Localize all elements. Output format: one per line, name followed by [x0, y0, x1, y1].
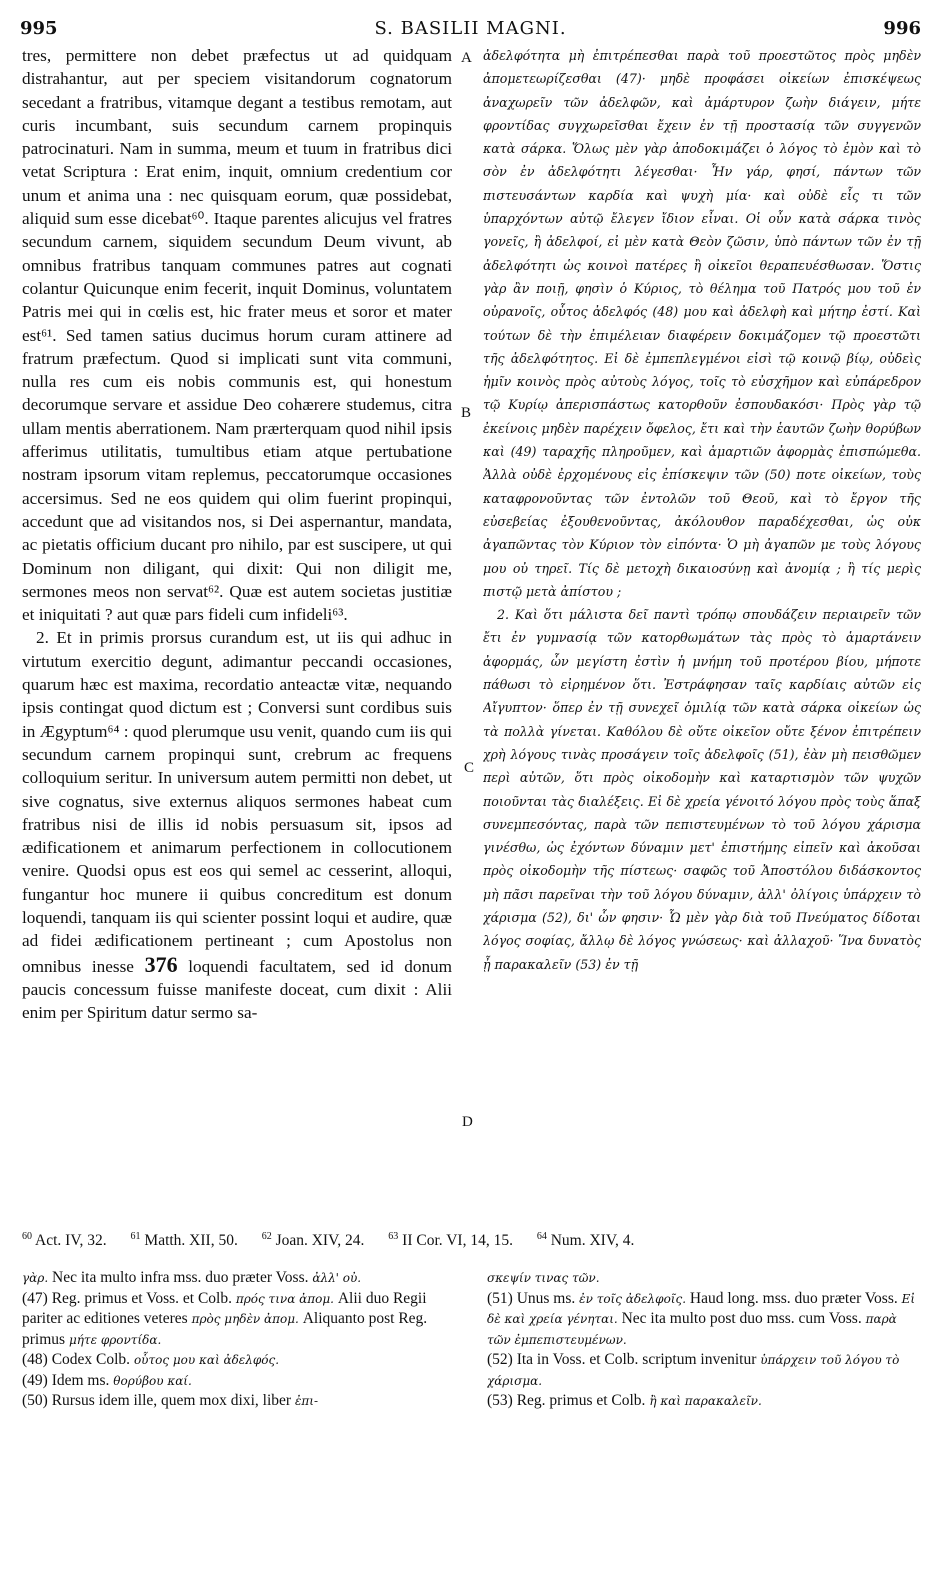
footnote-continued: σκεψίν τινας τῶν.	[487, 1271, 600, 1285]
footnote-47: (47) Reg. primus et Voss. et Colb. πρός τινα ἀπομ. Alii duo Regii pariter ac editiones veteres πρὸς μηδὲν ἀπομ. Aliquanto post Reg. primus μήτε φροντίδα.	[22, 1289, 428, 1348]
reference-64: $^{64}$ Num. XIV, 4.	[536, 1230, 635, 1249]
latin-column	[22, 44, 452, 1219]
page-number-left: 995	[20, 18, 58, 39]
greek-paragraph-2: 2. Καὶ ὅτι μάλιστα δεῖ παντὶ τρόπῳ σπουδάζειν περιαιρεῖν τῶν ἔτι ἐν γυμνασίᾳ τῶν κατορθωμάτων τὰς πρὸς τὸ ἁμαρτάνειν ἀφορμάς, ὧν μεγίστη ἐστὶν ἡ μνήμη τοῦ προτέρου βίου, μήποτε πάθωσι τὸ εἰρημένον ὅτι. Ἐστράφησαν ταῖς καρδίαις αὐτῶν εἰς Αἴγυπτον· ὅπερ ἐν τῇ συνεχεῖ ὁμιλίᾳ τῶν κατὰ σάρκα οἰκείων ὡς τὰ πολλὰ γίνεται. Καθόλου δὲ οὔτε οἰκεῖον οὔτε ξένον ἐπιτρέπειν χρὴ λόγους τινὰς προσάγειν τοῖς ἀδελφοῖς (51), ἐὰν μὴ πεισθῶμεν περὶ αὐτῶν, ὅτι πρὸς οἰκοδομὴν καὶ καταρτισμὸν τῶν ψυχῶν ποιοῦνται τὰς διαλέξεις. Εἰ δὲ χρεία γένοιτό λόγου πρὸς τοὺς ἅπαξ συνεμπεσόντας, παρὰ τῶν πεπιστευμένων τὸ τοῦ λόγου χάρισμα γινέσθω, ὡς ἐχόντων δύναμιν μετ' ἐπιστήμης εἰπεῖν καὶ ἀκοῦσαι πρὸς οἰκοδομὴν τῆς πίστεως· σαφῶς τοῦ Ἀποστόλου διδάσκοντος μὴ πᾶσι παρεῖναι τὴν τοῦ λόγου δύναμιν, ἀλλ' ὀλίγοις ὑπάρχειν τὸ χάρισμα (52), δι' ὧν φησιν· Ὧ μὲν γὰρ διὰ τοῦ Πνεύματος δίδοται λόγος σοφίας, ἄλλῳ δὲ λόγος γνώσεως· καὶ ἀλλαχοῦ· Ἵνα δυνατὸς ᾖ παρακαλεῖν (53) ἐν τῇ	[483, 607, 921, 972]
latin-paragraph-2	[22, 626, 452, 1024]
latin-paragraph-2b: loquendi facultatem, sed id donum paucis concessum fuisse manifeste doceat, cum dixit : Alii enim per Spiritum datur sermo sa-	[22, 956, 452, 1023]
margin-marker-b: B	[461, 405, 472, 421]
footnote-51: (51) Unus ms. ἐν τοῖς ἀδελφοῖς. Haud long. mss. duo præter Voss. Εἰ δὲ καὶ χρεία γένηται. Nec ita multo post duo mss. cum Voss. παρὰ τῶν ἐμπεπιστευμένων.	[487, 1289, 916, 1347]
latin-paragraph-2a: 2. Et in primis prorsus curandum est, ut iis qui adhuc in virtutum exercitio degunt, adimantur peccandi occasiones, quarum hæc est maxima, recordatio anteactæ vitæ, nequando ipsis contingat quod dictum est ; Conversi sunt cordibus suis in Ægyptum⁶⁴ : quod plerumque usu venit, quando cum iis qui secundum carnem propinqui sunt, crebrum ac frequens colloquium seritur. In universum autem permitti non debet, ut sive cognatus, sive externus aliquos sermones habeat cum fratribus nisi de illis id nobis persuasum sit, ipsos ad ædificationem et animarum perfectionem in collocutionem venire. Quodsi opus est eos qui semel ac cesserint, alloqui, fungantur hoc munere ii quibus concreditum est donum loquendi, tanquam iis qui scienter possint loqui et audire, quæ ad fidei ædificationem pertineant ; cum Apostolus non omnibus inesse	[22, 628, 452, 976]
column-page-number: 376	[144, 951, 178, 977]
footnotes-right	[487, 1268, 919, 1588]
reference-60: $^{60}$ Act. IV, 32.	[22, 1230, 107, 1249]
scripture-references	[22, 1232, 921, 1256]
footnote: γὰρ. Nec ita multo infra mss. duo præter Voss. ἀλλ' οὐ.	[22, 1269, 362, 1286]
greek-column	[483, 44, 921, 1219]
footnote-49: (49) Idem ms. θορύβου καί.	[22, 1371, 192, 1389]
page-header	[20, 18, 921, 44]
footnotes-left	[22, 1268, 462, 1588]
reference-62: $^{62}$ Joan. XIV, 24.	[261, 1230, 365, 1249]
running-title: S. BASILII MAGNI.	[374, 18, 567, 39]
latin-paragraph-1: tres, permittere non debet præfectus ut ad quidquam distrahantur, aut per speciem visitandorum cognatorum secedant a fratribus, vitamque degant a testibus remotam, aut curis incumbant, suis secundum carnem propinquis patrocinaturi. Nam in summa, meum et tuum in fratribus dici vetat Scriptura : Erat enim, inquit, omnium credentium cor unum et anima una : nec quisquam eorum, quæ possidebat, aliquid sum esse dicebat⁶⁰. Itaque parentes alicujus vel fratres secundum carnem, siquidem secundum Deum vivunt, ab omnibus fratribus tanquam communes patres aut cognati colantur Quicunque enim fecerit, inquit Dominus, voluntatem Patris mei qui in cœlis est, hic frater meus et soror et mater est⁶¹. Sed tamen satius ducimus horum curam attinere ad fratrum præfectum. Quod si implicati sunt vita communi, nulla res cum eis nobis communis est, qui honestum decorumque servare et assidue Deo cohærere studemus, citra ullam mentis aberrationem. Nam prærterquam quod nihil ipsis afferimus utilitatis, tumultibus etiam atque pertubatione nostram ipsorum vitam replemus, peccatorumque occasiones accersimus. Sed ne eos quidem qui olim fuerint propinqui, accedunt que ad visitandos nos, si Dei aspernantur, mandata, ac pietatis officium ducant pro nihilo, par est suscipere, ut qui Dominum non diligant, qui dixit: Qui non diligit me, sermones meos non servat⁶². Quæ est autem societas justitiæ et iniquitati ? aut quæ pars fideli cum infideli⁶³.	[22, 46, 452, 625]
margin-marker-c: C	[464, 760, 475, 776]
footnote-53: (53) Reg. primus et Colb. ἢ καὶ παρακαλεῖν.	[487, 1392, 762, 1409]
greek-paragraph-1: ἀδελφότητα μὴ ἐπιτρέπεσθαι παρὰ τοῦ προεστῶτος πρὸς μηδὲν ἀπομετεωρίζεσθαι (47)· μηδὲ προφάσει οἰκείων ἐπισκέψεως ἀναχωρεῖν τῶν ἀδελφῶν, καὶ ἀμάρτυρον ζωὴν διάγειν, μήτε φροντίδας συγχωρεῖσθαι ἔχειν ἐν τῇ προστασίᾳ τῶν συγγενῶν κατὰ σάρκα. Ὅλως μὲν γὰρ ἀποδοκιμάζει ὁ λόγος τὸ ἐμὸν καὶ τὸ σὸν ἐν ἀδελφότητι λέγεσθαι· Ἦν γάρ, φησί, πάντων τῶν πιστευσάντων καρδία καὶ ψυχὴ μία· καὶ οὐδὲ εἷς τι τῶν ὑπαρχόντων αὐτῷ ἔλεγεν ἴδιον εἶναι. Οἱ οὖν κατὰ σάρκα τινὸς γονεῖς, ἢ ἀδελφοί, εἰ μὲν κατὰ Θεὸν ζῶσιν, ὑπὸ πάντων τῶν ἐν τῇ ἀδελφότητι ὡς κοινοὶ πατέρες ἢ οἰκεῖοι θεραπευέσθωσαν. Ὅστις γὰρ ἂν ποιῇ, φησὶν ὁ Κύριος, τὸ θέλημα τοῦ Πατρός μου τοῦ ἐν οὐρανοῖς, οὗτος ἀδελφός (48) μου καὶ ἀδελφὴ καὶ μήτηρ ἐστί. Καὶ τούτων δὲ τὴν ἐπιμέλειαν διαφέρειν δοκιμάζομεν τῷ προεστῶτι τῆς ἀδελφότητος. Εἰ δὲ ἐμπεπλεγμένοι εἰσὶ τῷ κοινῷ βίῳ, οὐδεὶς ἡμῖν κοινὸς πρὸς αὐτοὺς λόγος, τοῖς τὸ εὐσχῆμον καὶ εὐπάρεδρον τῷ Κυρίῳ ἀπερισπάστως κατορθοῦν ἐσπουδακόσι· Πρὸς γὰρ τῷ ἐκείνοις μηδὲν παρέχειν ὄφελος, ἔτι καὶ τὴν ἑαυτῶν ζωὴν θορύβων καὶ (49) ταραχῆς πληροῦμεν, καὶ ἁμαρτιῶν ἀφορμὰς ἐπισπώμεθα. Ἀλλὰ οὐδὲ ἐρχομένους εἰς ἐπίσκεψιν τῶν (50) ποτε οἰκείων, τοὺς καταφρονοῦντας τῶν ἐντολῶν τοῦ Θεοῦ, καὶ τὸ ἔργον τῆς εὐσεβείας ἐξουθενοῦντας, ἀκόλουθον παραδέχεσθαι, ὡς οὐκ ἀγαπῶντας τὸν Κύριον τὸν εἰπόντα· Ὁ μὴ ἀγαπῶν με τοὺς λόγους μου οὐ τηρεῖ. Τίς δὲ μετοχὴ δικαιοσύνῃ καὶ ἀνομίᾳ ; ἢ τίς μερὶς πιστῷ μετὰ ἀπίστου ;	[483, 48, 921, 599]
footnote-52: (52) Ita in Voss. et Colb. scriptum invenitur ὑπάρχειν τοῦ λόγου τὸ χάρισμα.	[487, 1351, 900, 1388]
footnote-50: (50) Rursus idem ille, quem mox dixi, liber ἐπι-	[22, 1392, 319, 1409]
margin-marker-a: A	[461, 50, 472, 66]
footnote-48: (48) Codex Colb. οὗτος μου καὶ ἀδελφός.	[22, 1351, 280, 1368]
page-number-right: 996	[883, 18, 921, 39]
margin-marker-d: D	[462, 1114, 473, 1130]
reference-63: $^{63}$ II Cor. VI, 14, 15.	[388, 1230, 513, 1249]
reference-61: $^{61}$ Matth. XII, 50.	[130, 1230, 238, 1249]
